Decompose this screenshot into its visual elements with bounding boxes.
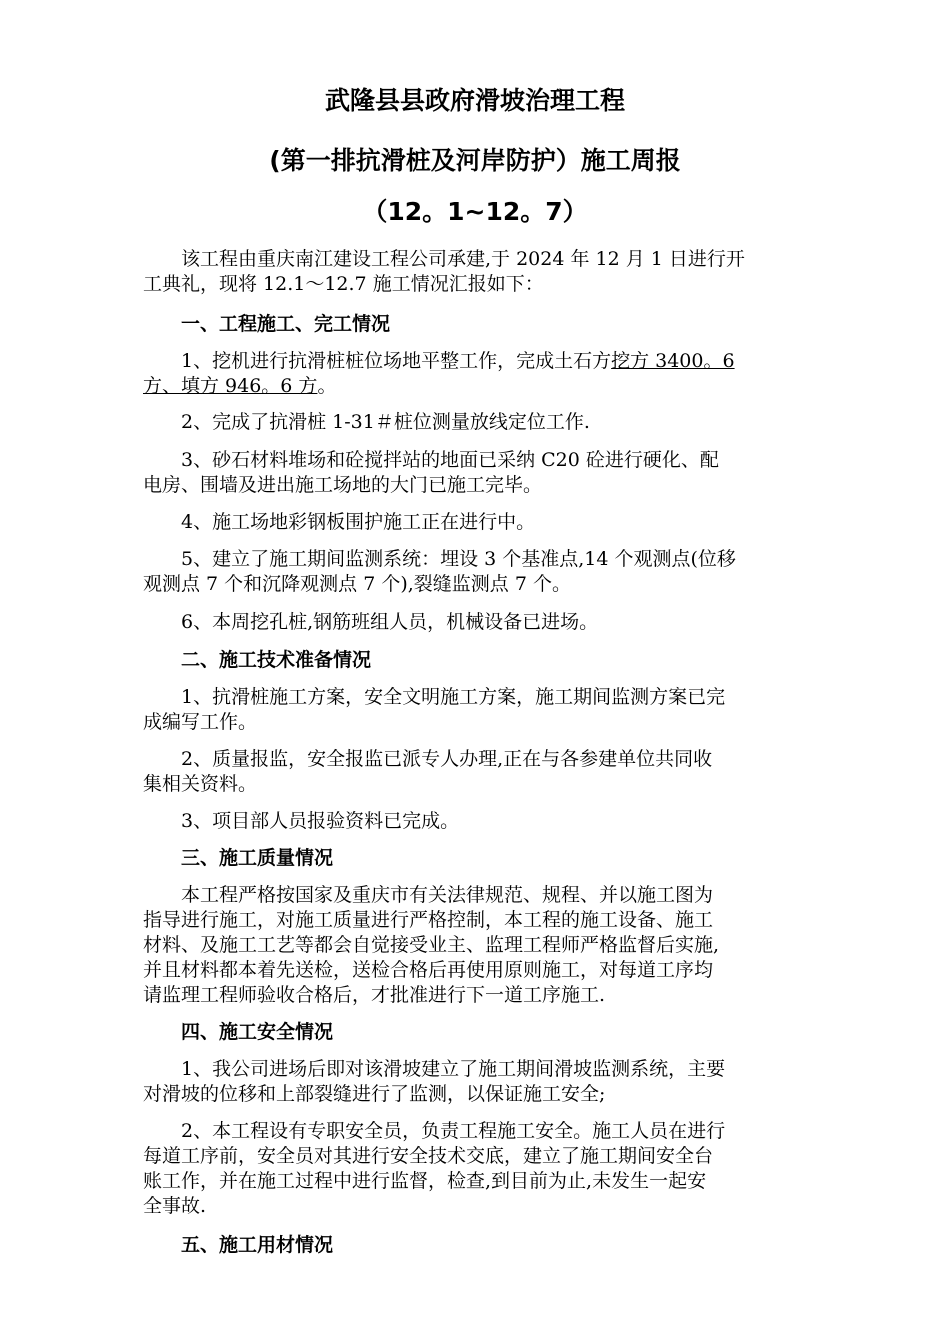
report-period: （12。1~12。7） <box>362 197 588 226</box>
section-heading-materials: 五、施工用材情况 <box>181 1234 334 1256</box>
list-item: 6、本周挖孔桩,钢筋班组人员，机械设备已进场。 <box>181 611 599 633</box>
section-heading-safety: 四、施工安全情况 <box>181 1021 334 1043</box>
list-item: 1、抗滑桩施工方案，安全文明施工方案，施工期间监测方案已完 成编写工作。 <box>143 686 726 733</box>
list-item: 5、建立了施工期间监测系统：埋设 3 个基准点,14 个观测点(位移 观测点 7 个和沉降观测点 7 个),裂缝监测点 7 个。 <box>143 548 736 595</box>
section-heading-tech-prep: 二、施工技术准备情况 <box>181 649 372 671</box>
underlined-text: 挖方 3400。6 <box>611 350 735 372</box>
quality-paragraph: 本工程严格按国家及重庆市有关法律规范、规程、并以施工图为 指导进行施工，对施工质量进行严格控制，本工程的施工设备、施工 材料、及施工工艺等都会自觉接受业主、监理工程师严格监督后实施, 并且材料都本着先送检，送检合格后再使用原则施工，对每道工序均 请监理工程师验收合格后，才批准进行下一道工序施工. <box>143 884 720 1006</box>
document-subtitle: (第一排抗滑桩及河岸防护）施工周报 <box>269 146 681 175</box>
intro-paragraph: 该工程由重庆南江建设工程公司承建,于 2024 年 12 月 1 日进行开 工典礼，现将 12.1～12.7 施工情况汇报如下： <box>143 248 745 295</box>
list-item: 3、砂石材料堆场和砼搅拌站的地面已采纳 C20 砼进行硬化、配 电房、围墙及进出施工场地的大门已施工完毕。 <box>143 449 719 496</box>
list-item: 2、本工程设有专职安全员，负责工程施工安全。施工人员在进行 每道工序前，安全员对其进行安全技术交底，建立了施工期间安全台 账工作，并在施工过程中进行监督，检查,到目前为止,未发生一起安 全事故. <box>143 1120 726 1217</box>
section-heading-quality: 三、施工质量情况 <box>181 847 334 869</box>
list-item: 1、挖机进行抗滑桩桩位场地平整工作，完成土石方挖方 3400。6 方、填方 946。6 方。 <box>143 350 735 397</box>
list-item: 2、完成了抗滑桩 1-31＃桩位测量放线定位工作. <box>181 411 590 433</box>
list-item: 1、我公司进场后即对该滑坡建立了施工期间滑坡监测系统，主要 对滑坡的位移和上部裂缝进行了监测，以保证施工安全; <box>143 1058 726 1105</box>
list-item: 3、项目部人员报验资料已完成。 <box>181 810 460 832</box>
section-heading-construction: 一、工程施工、完工情况 <box>181 313 391 335</box>
underlined-text: 方、填方 946。6 方 <box>143 375 318 397</box>
list-item: 4、施工场地彩钢板围护施工正在进行中。 <box>181 511 536 533</box>
list-item: 2、质量报监，安全报监已派专人办理,正在与各参建单位共同收 集相关资料。 <box>143 748 713 795</box>
document-title: 武隆县县政府滑坡治理工程 <box>324 86 625 115</box>
